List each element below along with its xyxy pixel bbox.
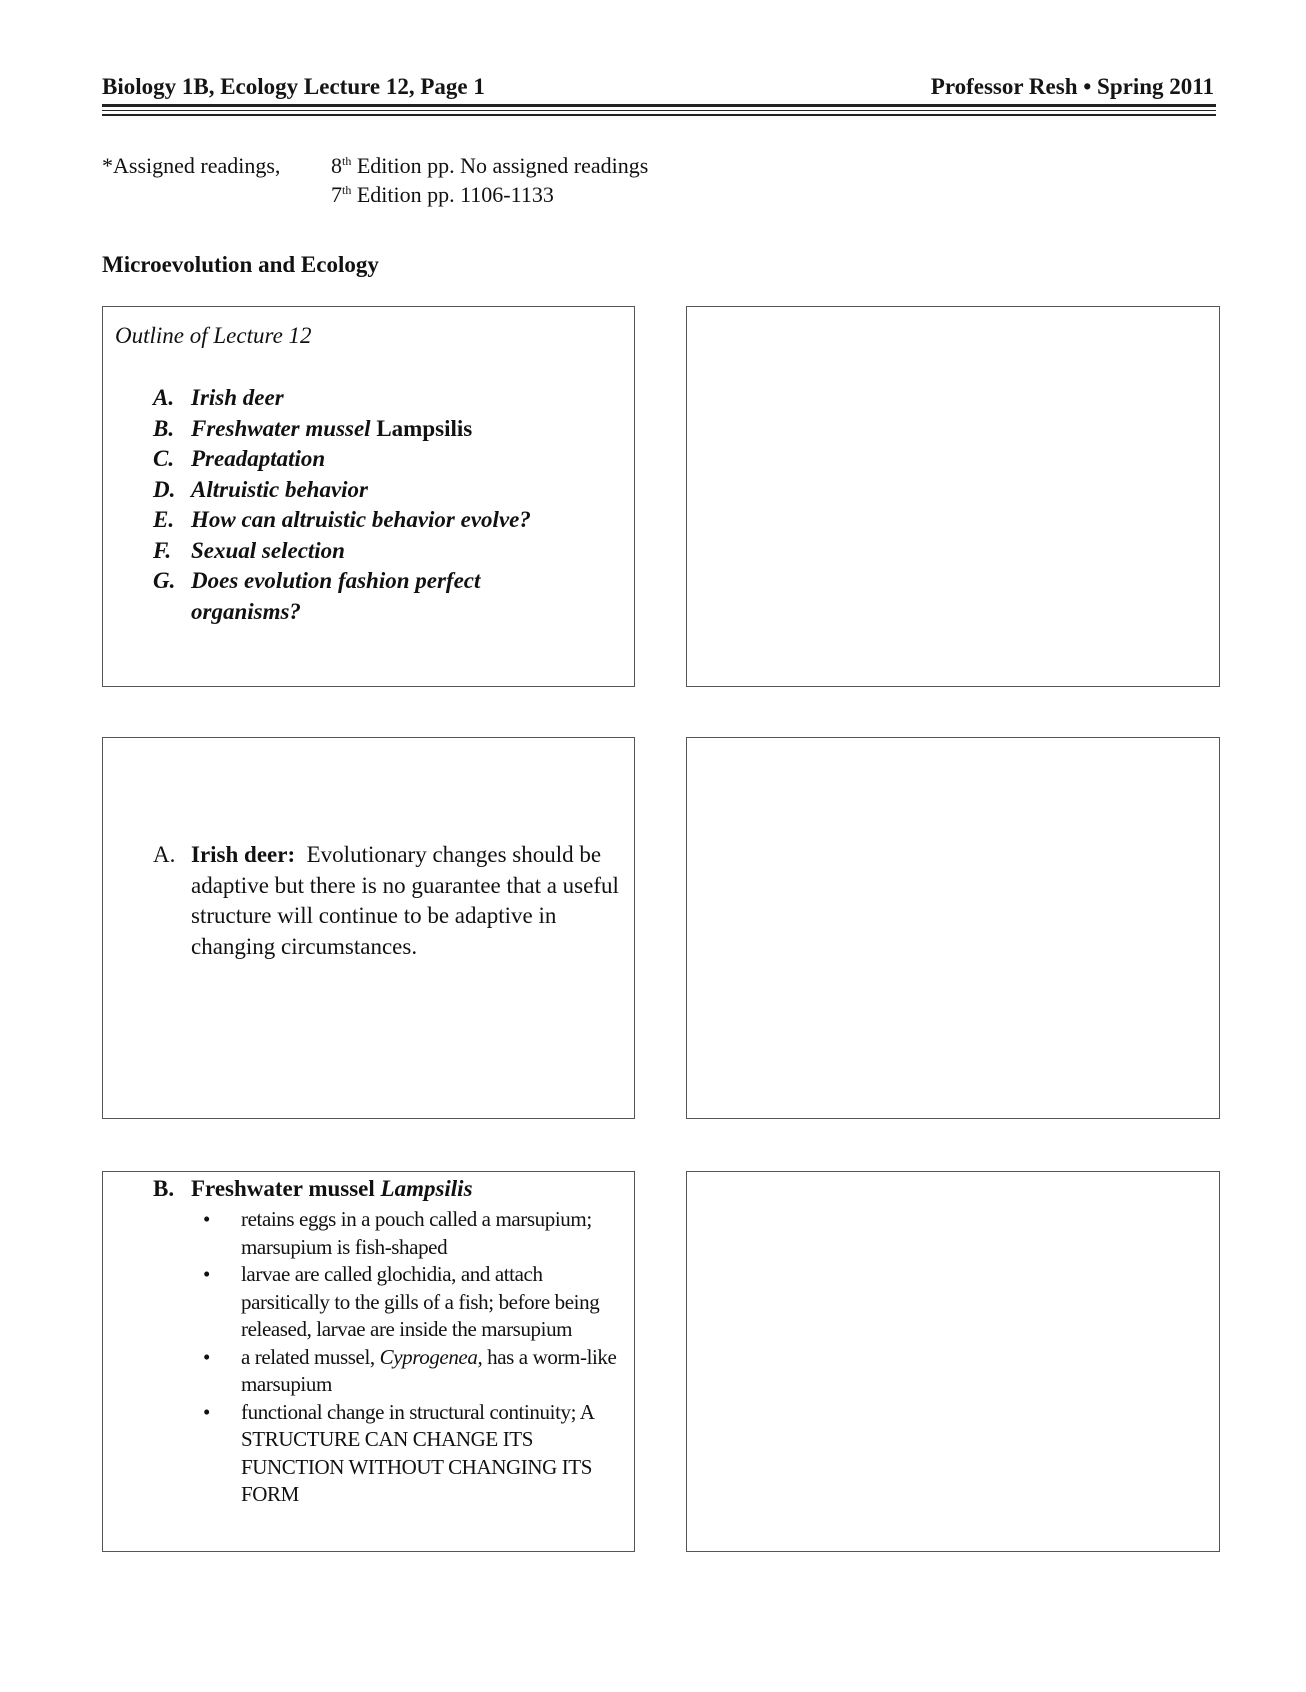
outline-item-g-continued: organisms?	[191, 598, 301, 624]
irish-deer-title: Irish deer:	[191, 842, 296, 867]
notes-box-1	[686, 306, 1220, 687]
bullet-text-genus: Cyprogenea,	[379, 1344, 483, 1369]
bullet-icon: •	[203, 1399, 210, 1424]
outline-item-e	[153, 505, 531, 536]
notes-box-2	[686, 737, 1220, 1119]
header-rule-thick	[102, 104, 1216, 107]
mussel-heading	[153, 1175, 473, 1203]
bullet-text-post: has a worm-like marsupium	[241, 1344, 617, 1396]
bullet-icon: •	[203, 1262, 210, 1286]
irish-deer-slide	[102, 737, 635, 1119]
outline-slide	[102, 306, 635, 687]
outline-item-b	[153, 414, 531, 445]
mussel-bullet-list	[203, 1206, 623, 1509]
list-item	[203, 1206, 623, 1261]
mussel-letter: B.	[153, 1176, 175, 1201]
edition-pages: Edition pp. 1106-1133	[351, 182, 554, 207]
bullet-text: larvae are called glochidia, and attach parsitically to the gills of a fish; before being released, larvae are inside the marsupium	[241, 1262, 600, 1341]
outline-text: Freshwater mussel	[191, 415, 371, 441]
edition-suffix: th	[342, 183, 352, 197]
bullet-text: retains eggs in a pouch called a marsupium; marsupium is fish-shaped	[241, 1207, 592, 1259]
mussel-slide	[102, 1171, 635, 1552]
edition-suffix: th	[342, 154, 352, 168]
header-rule-bottom	[102, 114, 1216, 116]
irish-deer-paragraph	[153, 840, 623, 962]
edition-pages: Edition pp. No assigned readings	[351, 153, 649, 178]
readings-7th-edition	[331, 182, 554, 208]
mussel-genus: Lampsilis	[380, 1176, 473, 1201]
bullet-text: functional change in structural continuity; A STRUCTURE CAN CHANGE ITS FUNCTION WITHOUT CHANGING ITS FORM	[241, 1399, 594, 1506]
header-professor-term: Professor Resh • Spring 2011	[930, 74, 1214, 99]
list-item	[203, 1344, 623, 1399]
outline-list	[153, 383, 531, 627]
outline-letter: F.	[153, 537, 172, 563]
bullet-icon: •	[203, 1207, 210, 1231]
outline-item-g	[153, 566, 531, 597]
list-item	[203, 1261, 623, 1344]
outline-item-f	[153, 536, 531, 567]
outline-letter: D.	[153, 476, 176, 502]
mussel-title: Freshwater mussel	[191, 1176, 375, 1201]
outline-title: Outline of Lecture 12	[115, 323, 312, 348]
outline-item-a	[153, 383, 531, 414]
outline-text: Preadaptation	[191, 446, 326, 471]
bullet-text-pre: a related mussel,	[241, 1344, 380, 1369]
outline-letter: B.	[153, 415, 175, 441]
outline-letter: C.	[153, 446, 175, 471]
outline-genus: Lampsilis	[370, 415, 473, 441]
outline-item-c	[153, 444, 531, 475]
edition-number: 8	[331, 153, 342, 178]
outline-text: Altruistic behavior	[191, 476, 368, 502]
section-title: Microevolution and Ecology	[102, 252, 379, 277]
irish-deer-text: Evolutionary changes should be adaptive but there is no guarantee that a useful structure will continue to be adaptive in changing circumstances.	[191, 842, 619, 959]
outline-text: Irish deer	[191, 385, 284, 410]
header-rule-thin	[102, 110, 1216, 111]
header-course-title: Biology 1B, Ecology Lecture 12, Page 1	[102, 74, 485, 99]
outline-letter: E.	[153, 507, 175, 532]
outline-text: Does evolution fashion perfect	[191, 568, 481, 593]
list-item	[203, 1399, 623, 1509]
irish-deer-letter: A.	[153, 842, 176, 867]
edition-number: 7	[331, 182, 342, 207]
notes-box-3	[686, 1171, 1220, 1552]
bullet-icon: •	[203, 1344, 210, 1369]
outline-letter: G.	[153, 568, 176, 593]
readings-8th-edition	[331, 153, 648, 179]
outline-letter: A.	[153, 385, 175, 410]
outline-text: How can altruistic behavior evolve?	[191, 507, 531, 532]
assigned-readings-label: *Assigned readings,	[102, 153, 281, 178]
outline-text: Sexual selection	[191, 537, 345, 563]
outline-item-d	[153, 475, 531, 506]
